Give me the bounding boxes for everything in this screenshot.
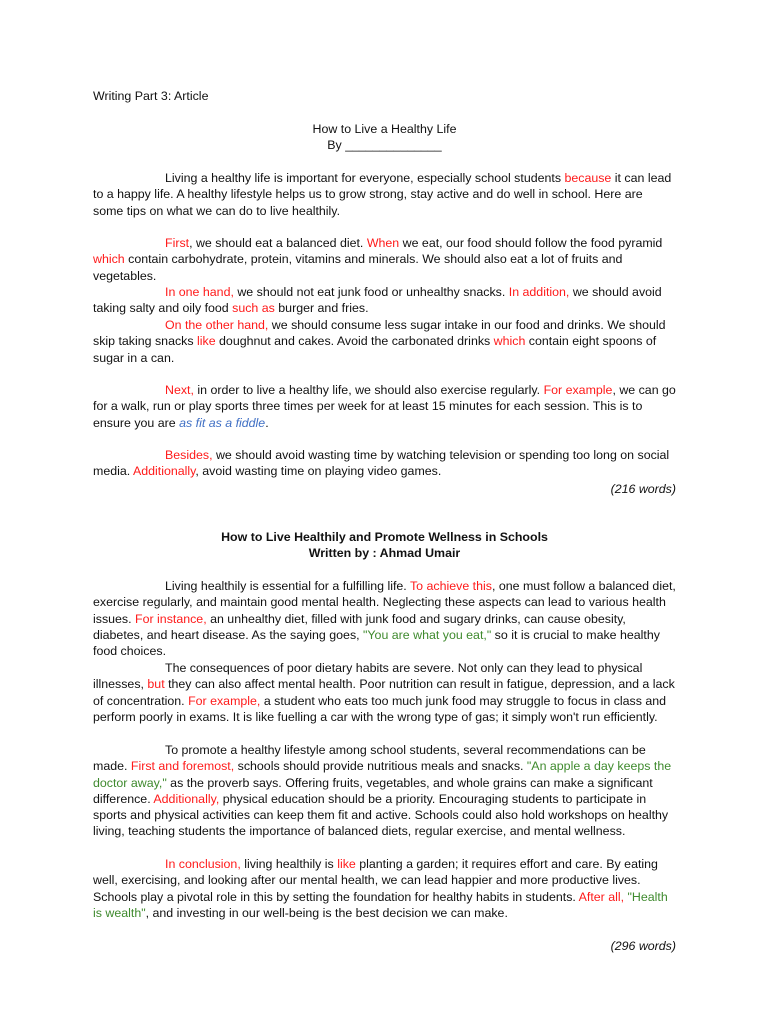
text-run: physical education should be a priority. Encouraging students to participate in sports and physical activities can keep them fit and active. Schools could also hold workshops on healthy living, teaching students the importance of balanced diets, regular exercise, and mental wellness. (93, 791, 669, 839)
highlighted-phrase: First and foremost, (130, 759, 235, 774)
highlighted-phrase: For example (543, 383, 613, 397)
text-run: The consequences of poor dietary habits are severe. Not only can they lead to physical illnesses, (93, 661, 643, 692)
highlighted-phrase: For instance, (135, 611, 207, 626)
document-heading: Writing Part 3: Article (93, 89, 209, 103)
highlighted-phrase: "You are what you eat," (363, 627, 492, 642)
highlighted-phrase: Next, (165, 383, 194, 397)
text-run: living healthily is (240, 857, 338, 871)
highlighted-phrase: After all, (578, 889, 625, 904)
text-run: doughnut and cakes. Avoid the carbonated drinks (215, 334, 494, 349)
text-run: a student who eats too much junk food may struggle to focus in class and perform poorly in exams. It is like fuelling a car with the wrong type of gas; it simply won't run efficiently. (93, 693, 667, 724)
text-run: To promote a healthy lifestyle among school students, several recommendations can be made. (93, 743, 646, 774)
article1-paragraph (93, 170, 676, 219)
highlighted-phrase: which (493, 334, 526, 349)
highlighted-phrase: In conclusion, (165, 857, 241, 871)
highlighted-phrase: as fit as a fiddle (179, 415, 266, 430)
highlighted-phrase: which (93, 252, 125, 267)
text-run: we should avoid wasting time by watching television or spending too long on social media. (93, 448, 670, 479)
article2-paragraph (93, 660, 676, 725)
highlighted-phrase: "An apple a day keeps the doctor away," (93, 759, 672, 790)
article2-paragraph (93, 856, 676, 921)
text-run: as the proverb says. Offering fruits, vegetables, and whole grains can make a significant difference. (93, 775, 653, 806)
text-run: we should not eat junk food or unhealthy snacks. (233, 285, 509, 299)
article1-paragraph (93, 284, 676, 317)
highlighted-phrase: Besides, (165, 448, 213, 462)
highlighted-phrase: First (165, 236, 190, 250)
text-run: it can lead to a happy life. A healthy lifestyle helps us to grow strong, stay active and do well in school. Here are some tips on what we can do to live healthily. (93, 171, 672, 218)
highlighted-phrase: Additionally, (153, 791, 220, 806)
highlighted-phrase: Additionally (132, 464, 196, 479)
text-run: contain eight spoons of sugar in a can. (93, 334, 657, 365)
text-run: we should consume less sugar intake in our food and drinks. We should skip taking snacks (93, 318, 666, 349)
text-run: an unhealthy diet, filled with junk food and sugary drinks, can cause obesity, diabetes, and heart disease. As the saying goes, (93, 611, 626, 642)
highlighted-phrase: For example, (188, 693, 261, 708)
highlighted-phrase: On the other hand, (165, 318, 269, 332)
text-run: Living a healthy life is important for everyone, especially school students (165, 171, 565, 185)
article1-title: How to Live a Healthy Life (312, 122, 457, 136)
highlighted-phrase: like (197, 334, 216, 349)
text-run: , we should eat a balanced diet. (189, 236, 367, 250)
text-run: , one must follow a balanced diet, exercise regularly, and maintain good mental health. Neglecting these aspects can lead to various health issues. (93, 579, 676, 626)
text-run: , avoid wasting time on playing video games. (195, 464, 442, 479)
article2-title: How to Live Healthily and Promote Wellness in Schools (221, 530, 548, 544)
text-run: we eat, our food should follow the food pyramid (399, 236, 663, 250)
text-run: burger and fries. (274, 301, 369, 316)
highlighted-phrase: When (366, 236, 400, 250)
text-run: . (265, 415, 269, 430)
text-run: they can also affect mental health. Poor nutrition can result in fatigue, depression, and a lack of concentration. (93, 677, 675, 708)
text-run: planting a garden; it requires effort and care. By eating well, exercising, and looking after our mental health, we can lead happier and more productive lives. Schools play a pivotal role in this by setting the foundation for healthy habits in students. (93, 857, 658, 904)
text-run: schools should provide nutritious meals and snacks. (234, 759, 527, 774)
text-run: in order to live a healthy life, we should also exercise regularly. (193, 383, 544, 397)
highlighted-phrase: "Health is wealth" (93, 889, 668, 920)
highlighted-phrase: To achieve this (409, 579, 492, 593)
article1-byline: By ______________ (327, 138, 442, 152)
article1-word-count: (216 words) (610, 482, 676, 496)
highlighted-phrase: In one hand, (165, 285, 234, 299)
article2-byline: Written by : Ahmad Umair (308, 546, 461, 560)
article2-paragraph (93, 742, 676, 840)
article2-paragraph (93, 578, 676, 659)
article1-paragraph (93, 447, 676, 480)
text-run: we should avoid taking salty and oily food (93, 285, 662, 316)
highlighted-phrase: because (564, 171, 612, 185)
highlighted-phrase: In addition, (508, 285, 570, 299)
text-run: , and investing in our well-being is the best decision we can make. (145, 905, 508, 920)
article1-paragraph (93, 235, 676, 284)
highlighted-phrase: such as (232, 301, 275, 316)
article1-paragraph (93, 382, 676, 431)
text-run: , we can go for a walk, run or play sports three times per week for at least 15 minutes for each session. This is to ensure you are (93, 383, 676, 430)
article1-paragraph (93, 317, 676, 366)
text-run: contain carbohydrate, protein, vitamins and minerals. We should also eat a lot of fruits and vegetables. (93, 252, 623, 283)
text-run: so it is crucial to make healthy food choices. (93, 627, 660, 659)
highlighted-phrase: but (147, 677, 165, 692)
article2-word-count: (296 words) (610, 939, 676, 953)
highlighted-phrase: like (337, 857, 356, 871)
text-run: Living healthily is essential for a fulfilling life. (165, 579, 410, 593)
